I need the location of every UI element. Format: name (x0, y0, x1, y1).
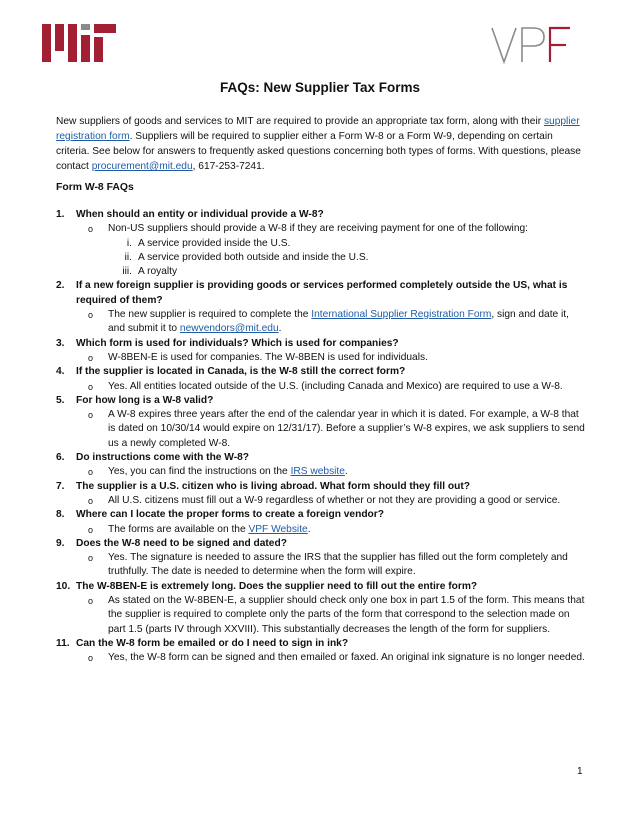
faq-answer: o All U.S. citizens must fill out a W-9 regardless of whether or not they are providing a good or service. (88, 494, 586, 508)
vpf-website-link[interactable]: VPF Website (248, 523, 308, 535)
bullet-icon: o (88, 381, 94, 392)
bullet-icon: o (88, 653, 94, 664)
sub-item: ii. A service provided both outside and inside the U.S. (124, 251, 369, 263)
faq-question: 10. The W-8BEN-E is extremely long. Does the supplier need to fill out the entire form? (56, 580, 478, 592)
bullet-icon: o (88, 553, 94, 564)
section-heading: Form W-8 FAQs (56, 182, 134, 193)
bullet-icon: o (88, 596, 94, 607)
procurement-email-link[interactable]: procurement@mit.edu (91, 161, 193, 172)
supplier-registration-link[interactable]: supplier registration form (56, 116, 580, 142)
faq-answer: o Yes. The signature is needed to assure the IRS that the supplier has filled out the form completely and truthfully. The date is needed to determine when the form will expire. (88, 551, 586, 580)
intro-paragraph (56, 114, 586, 174)
faq-question: 5. For how long is a W-8 valid? (56, 394, 214, 406)
faq-answer: o The new supplier is required to complete the International Supplier Registration Form, sign and date it, and submit it to newvendors@mit.edu. (88, 308, 586, 337)
bullet-icon: o (88, 310, 94, 321)
mit-logo (42, 24, 118, 62)
intro-text-2: . Suppliers will be required to supplier either a Form W-8 or a Form W-9, depending on certain criteria. See below for answers to frequently asked questions concerning both types of forms. With questions, please contact (56, 131, 581, 172)
faq-answer: o Yes, the W-8 form can be signed and then emailed or faxed. An original ink signature is no longer needed. (88, 651, 586, 665)
intro-text-3: , 617-253-7241. (192, 161, 265, 172)
faq-question: 7. The supplier is a U.S. citizen who is living abroad. What form should they fill out? (56, 480, 470, 492)
faq-answer: o W-8BEN-E is used for companies. The W-8BEN is used for individuals. (88, 351, 586, 365)
intro-text-1: New suppliers of goods and services to MIT are required to provide an appropriate tax form, along with their (56, 116, 544, 127)
faq-question: 11. Can the W-8 form be emailed or do I need to sign in ink? (56, 637, 349, 649)
faq-list (56, 208, 586, 666)
faq-question: 9. Does the W-8 need to be signed and dated? (56, 537, 287, 549)
faq-answer: o Yes, you can find the instructions on the IRS website. (88, 465, 586, 479)
bullet-icon: o (88, 352, 94, 363)
page-title: FAQs: New Supplier Tax Forms (219, 80, 421, 95)
faq-question: 1. When should an entity or individual provide a W-8? (56, 209, 324, 220)
faq-answer: o A W-8 expires three years after the end of the calendar year in which it is dated. For example, a W-8 that is dated on 10/30/14 would expire on 12/31/17). Before a supplier’s W-8 expires, we ask suppliers to send us a newly completed W-8. (88, 408, 586, 451)
faq-answer: o The forms are available on the VPF Website. (88, 523, 586, 537)
sub-item: i. A service provided inside the U.S. (126, 237, 291, 249)
faq-answer: o As stated on the W-8BEN-E, a supplier should check only one box in part 1.5 of the form. This means that the supplier is required to complete only the parts of the form that correspond to the selection made on part 1.5 (parts IV through XXVIII). This substantially decreases the length of the form for suppliers. (88, 594, 586, 637)
bullet-icon: o (88, 467, 94, 478)
faq-question: 8. Where can I locate the proper forms to create a foreign vendor? (56, 509, 384, 521)
international-supplier-form-link[interactable]: International Supplier Registration Form (311, 309, 492, 321)
faq-question: 6. Do instructions come with the W-8? (56, 452, 249, 464)
faq-question: 3. Which form is used for individuals? Which is used for companies? (56, 337, 399, 349)
bullet-icon: o (88, 410, 94, 421)
vpf-logo (490, 26, 574, 64)
faq-answer: o Yes. All entities located outside of the U.S. (including Canada and Mexico) are required to use a W-8. (88, 380, 586, 394)
bullet-icon: o (88, 524, 94, 535)
irs-website-link[interactable]: IRS website (290, 466, 345, 478)
faq-answer: o Non-US suppliers should provide a W-8 if they are receiving payment for one of the following: (88, 222, 586, 236)
faq-question: 4. If the supplier is located in Canada, is the W-8 still the correct form? (56, 366, 406, 378)
faq-question: 2. If a new foreign supplier is providing goods or services performed completely outside the US, what is required of them? (56, 280, 568, 306)
newvendors-email-link[interactable]: newvendors@mit.edu (179, 323, 279, 335)
bullet-icon: o (88, 224, 94, 235)
bullet-icon: o (88, 495, 94, 506)
page-number: 1 (577, 766, 583, 777)
sub-item: iii. A royalty (122, 266, 178, 278)
